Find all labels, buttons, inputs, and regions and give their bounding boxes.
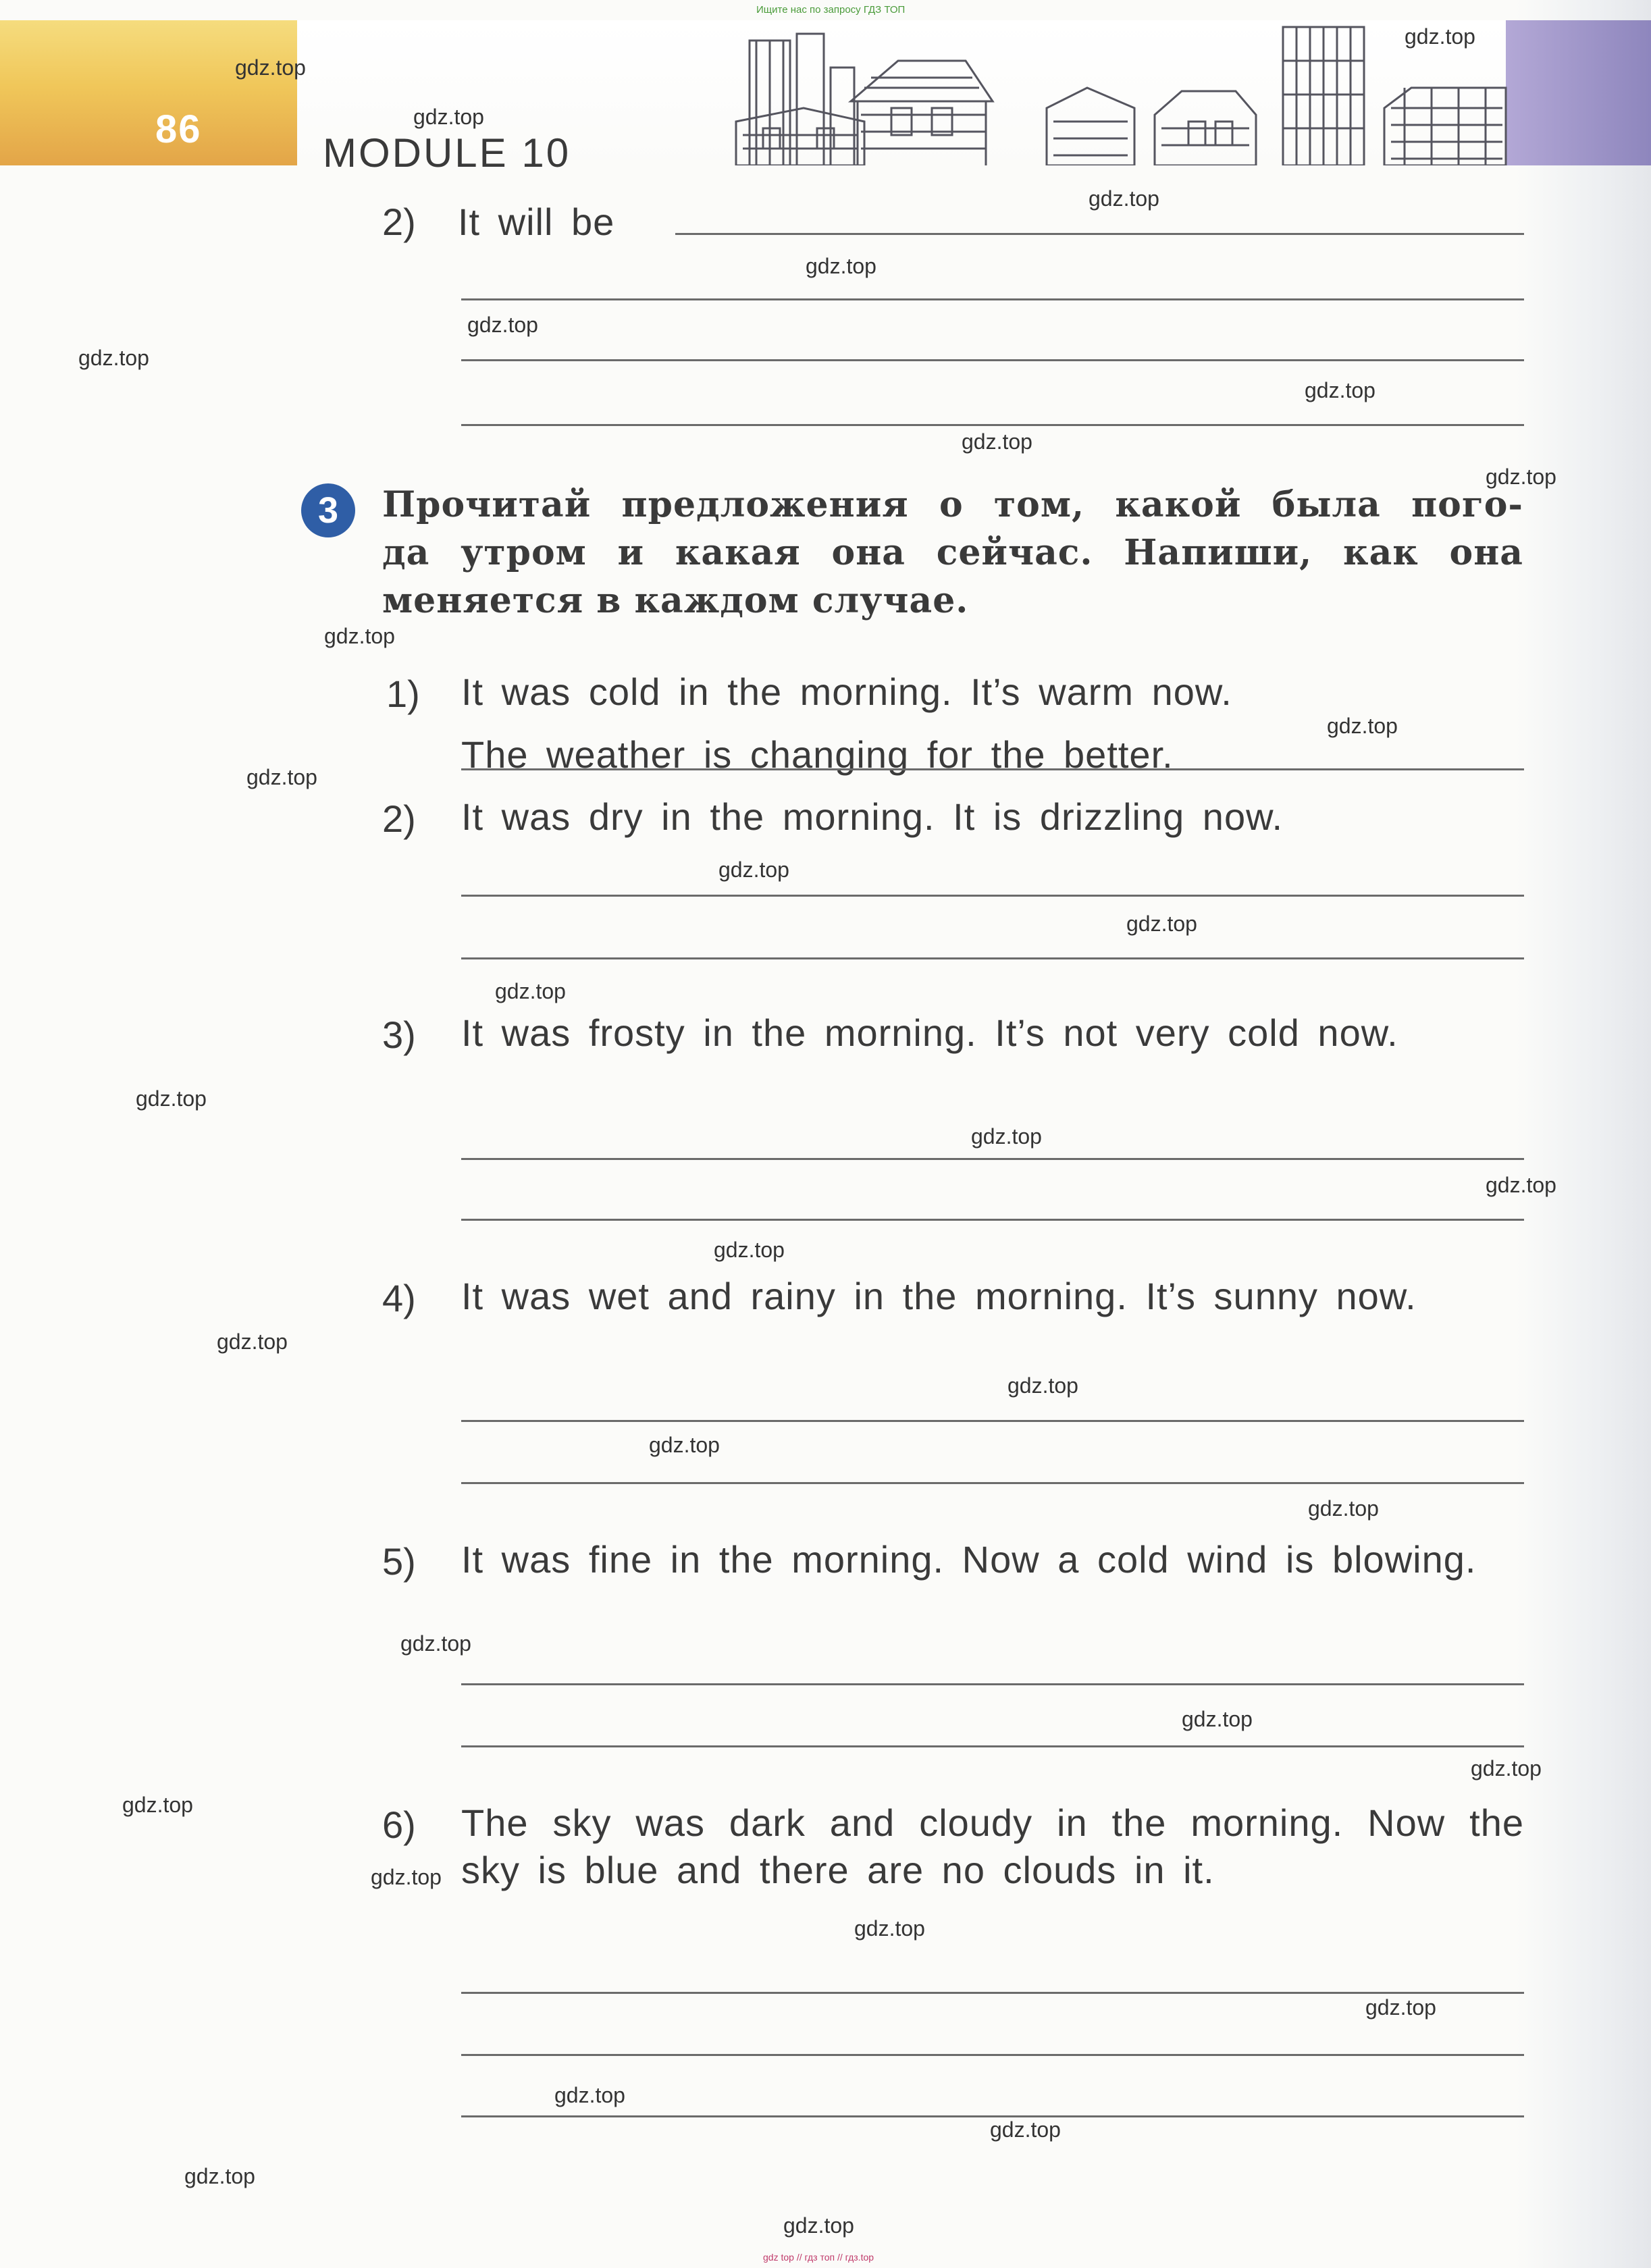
- watermark: gdz.top: [554, 2083, 625, 2107]
- top-ad-text[interactable]: Ищите нас по запросу ГДЗ ТОП: [756, 4, 906, 16]
- watermark: gdz.top: [854, 1916, 925, 1941]
- watermark: gdz.top: [78, 346, 149, 370]
- watermark: gdz.top: [1486, 1173, 1556, 1197]
- watermark: gdz.top: [990, 2117, 1061, 2142]
- watermark: gdz.top: [371, 1865, 442, 1889]
- item-number: 3): [382, 1013, 416, 1056]
- page-number-tab: [0, 20, 297, 165]
- watermark: gdz.top: [217, 1329, 288, 1354]
- item-answer[interactable]: The weather is changing for the better.: [461, 733, 1174, 776]
- watermark: gdz.top: [136, 1086, 207, 1111]
- task-instructions-line: меняется в каждом случае.: [382, 580, 969, 621]
- answer-line[interactable]: [461, 424, 1524, 426]
- watermark: gdz.top: [1182, 1707, 1253, 1731]
- watermark: gdz.top: [1365, 1995, 1436, 2020]
- answer-line[interactable]: [461, 1992, 1524, 1994]
- watermark: gdz.top: [783, 2213, 854, 2238]
- answer-line[interactable]: [461, 1745, 1524, 1747]
- item-sentence: It was dry in the morning. It is drizzling now.: [461, 795, 1283, 838]
- watermark: gdz.top: [971, 1124, 1042, 1149]
- watermark: gdz.top: [324, 624, 395, 648]
- bottom-ad-text[interactable]: gdz top // гдз топ // гдз.top: [763, 2252, 874, 2263]
- watermark: gdz.top: [718, 858, 789, 882]
- watermark: gdz.top: [246, 765, 317, 789]
- watermark: gdz.top: [1007, 1373, 1078, 1398]
- task-instructions-line: да утром и какая она сейчас. Напиши, как она: [382, 532, 1523, 573]
- page-edge-shadow: [1516, 0, 1651, 2268]
- answer-line[interactable]: [461, 2054, 1524, 2056]
- item-sentence: It was frosty in the morning. It’s not very cold now.: [461, 1011, 1398, 1054]
- task-instructions-line: Прочитай предложения о том, какой была пого-: [382, 484, 1523, 525]
- item-number: 2): [382, 797, 416, 840]
- item-sentence: It was fine in the morning. Now a cold wind is blowing.: [461, 1538, 1477, 1581]
- watermark: gdz.top: [649, 1433, 720, 1457]
- watermark: gdz.top: [1486, 465, 1556, 489]
- answer-line[interactable]: [461, 957, 1524, 959]
- item-number: 5): [382, 1540, 416, 1583]
- watermark: gdz.top: [413, 105, 484, 129]
- watermark: gdz.top: [1089, 186, 1159, 211]
- prev-item-number: 2): [382, 201, 416, 243]
- watermark: gdz.top: [1471, 1756, 1542, 1781]
- answer-line[interactable]: [675, 233, 1524, 235]
- prev-item-text: It will be: [458, 201, 615, 243]
- watermark: gdz.top: [806, 254, 876, 278]
- page-number: 86: [155, 107, 202, 151]
- watermark: gdz.top: [1308, 1496, 1379, 1521]
- watermark: gdz.top: [1405, 24, 1475, 49]
- item-number: 6): [382, 1803, 416, 1846]
- watermark: gdz.top: [714, 1238, 785, 1262]
- watermark: gdz.top: [235, 55, 306, 80]
- answer-line[interactable]: [461, 895, 1524, 897]
- item-number: 1): [386, 673, 420, 715]
- answer-line[interactable]: [461, 1158, 1524, 1160]
- module-title: MODULE 10: [323, 130, 571, 176]
- watermark: gdz.top: [1327, 714, 1398, 738]
- answer-line[interactable]: [461, 1219, 1524, 1221]
- answer-line[interactable]: [461, 298, 1524, 300]
- task-instructions: [382, 481, 1523, 625]
- watermark: gdz.top: [962, 429, 1032, 454]
- answer-line[interactable]: [461, 1683, 1524, 1685]
- item-number: 4): [382, 1277, 416, 1319]
- watermark: gdz.top: [495, 979, 566, 1003]
- task-number-badge: 3: [301, 483, 355, 537]
- answer-line[interactable]: [461, 1420, 1524, 1422]
- header-accent-strip: [1506, 20, 1651, 165]
- item-sentence: The sky was dark and cloudy in the morning. Now the sky is blue and there are no clouds in it.: [461, 1801, 1524, 1891]
- answer-line[interactable]: [461, 359, 1524, 361]
- answer-line[interactable]: [461, 768, 1524, 770]
- item-sentence: It was cold in the morning. It’s warm now.: [461, 670, 1232, 713]
- watermark: gdz.top: [122, 1793, 193, 1817]
- city-illustration: [696, 20, 1519, 165]
- watermark: gdz.top: [1305, 378, 1375, 402]
- watermark: gdz.top: [184, 2164, 255, 2188]
- answer-line[interactable]: [461, 1482, 1524, 1484]
- watermark: gdz.top: [1126, 912, 1197, 936]
- item-sentence: It was wet and rainy in the morning. It’s sunny now.: [461, 1275, 1417, 1317]
- watermark: gdz.top: [467, 313, 538, 337]
- watermark: gdz.top: [400, 1631, 471, 1656]
